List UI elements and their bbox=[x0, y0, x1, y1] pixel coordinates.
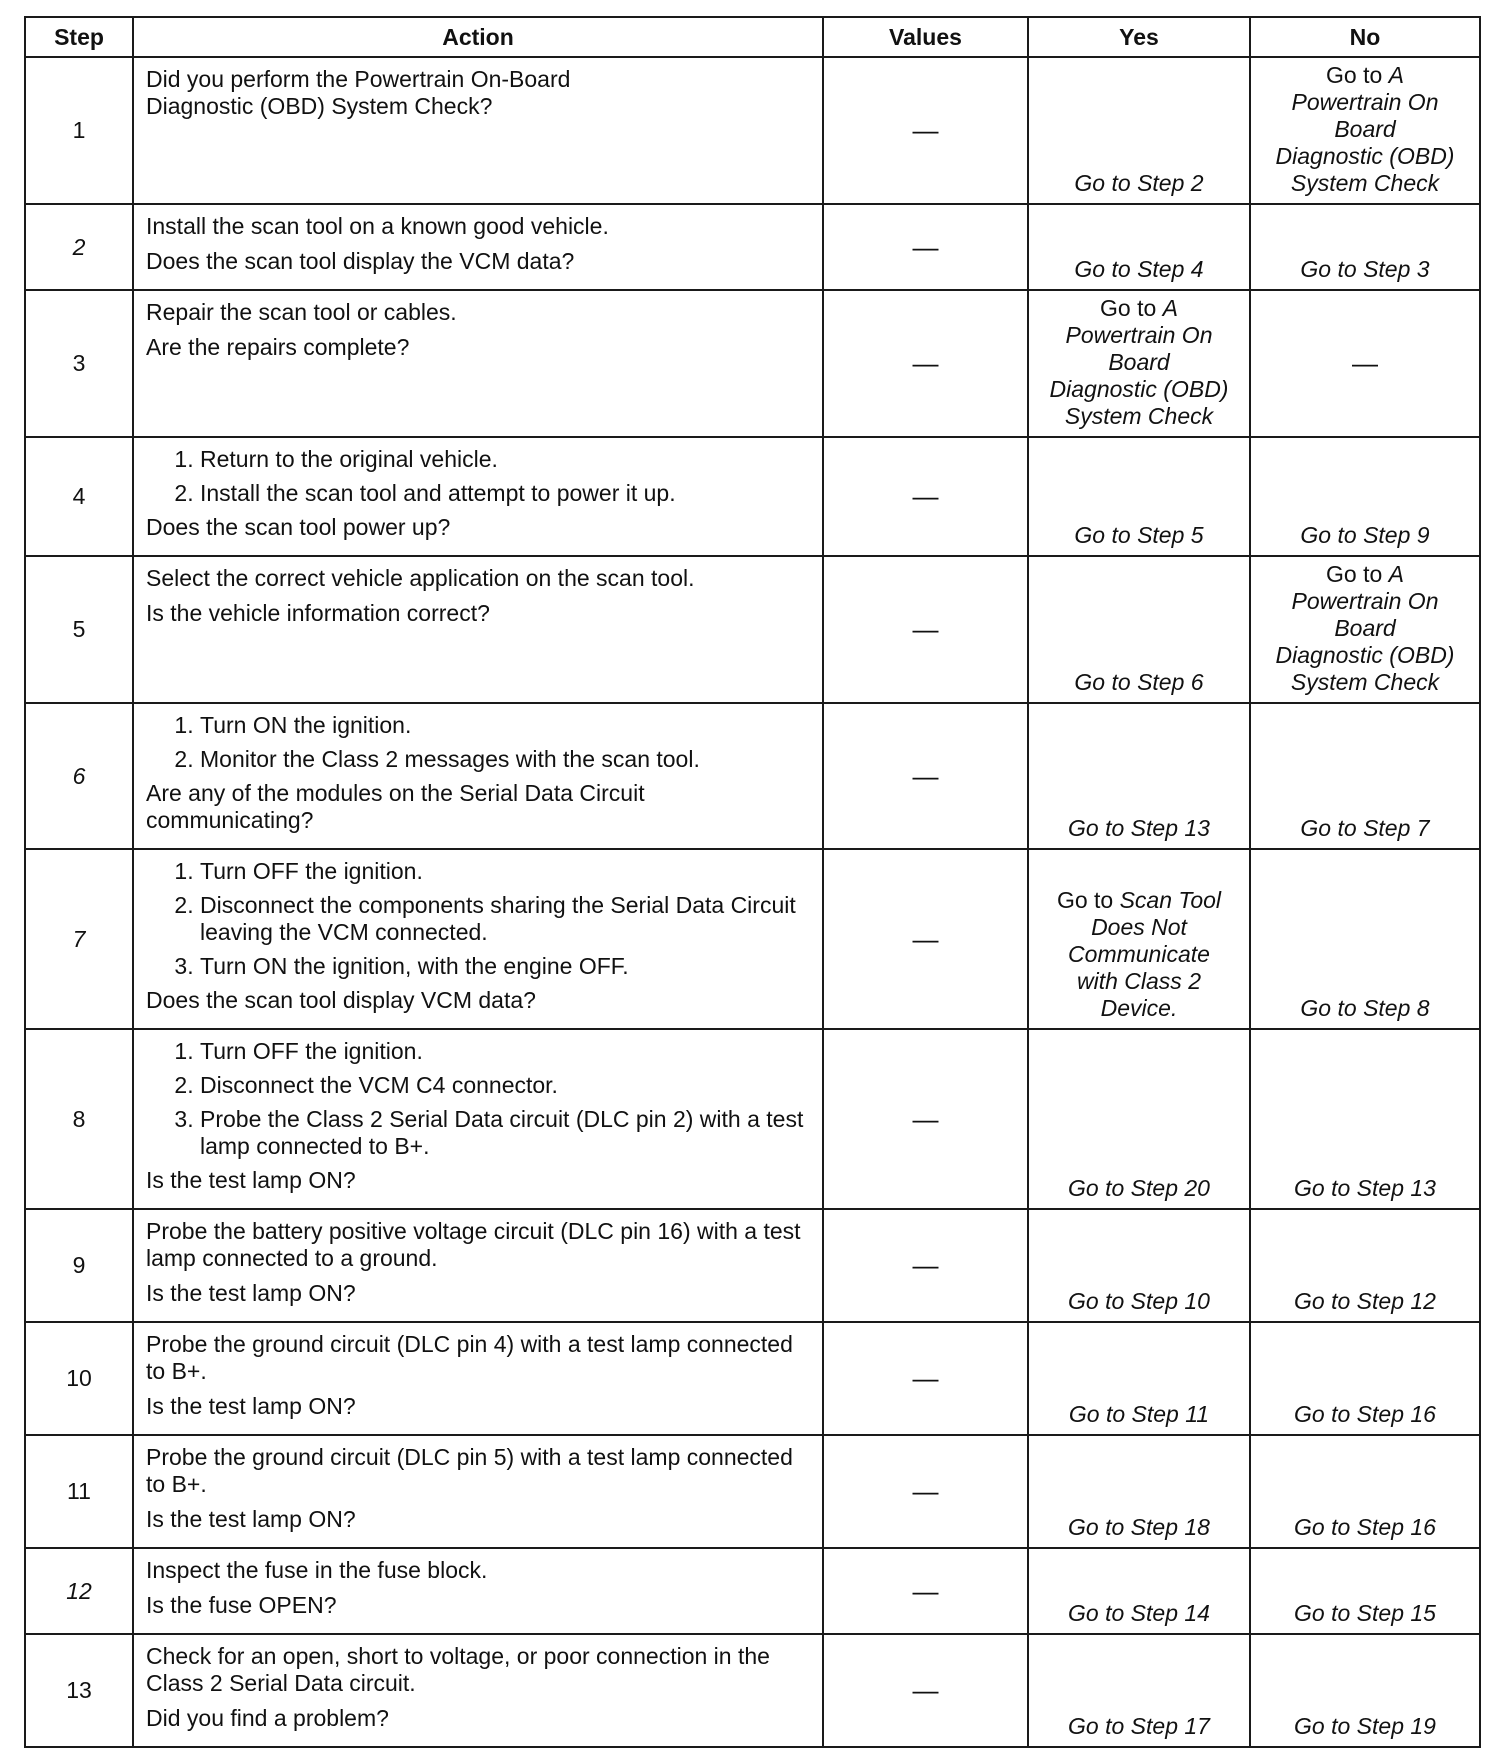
values-cell: — bbox=[823, 1435, 1028, 1548]
no-cell: — bbox=[1250, 290, 1480, 437]
obd-go: Go to bbox=[1100, 295, 1157, 321]
no-cell: Go to Step 12 bbox=[1250, 1209, 1480, 1322]
action-question: Did you find a problem? bbox=[146, 1705, 389, 1731]
header-action: Action bbox=[133, 17, 823, 57]
action-question: Is the test lamp ON? bbox=[146, 1506, 356, 1532]
no-cell: Go to Step 3 bbox=[1250, 204, 1480, 290]
yes-cell: Go to Step 17 bbox=[1028, 1634, 1250, 1747]
values-cell: — bbox=[823, 290, 1028, 437]
obd-a: A bbox=[1162, 295, 1178, 321]
values-cell: — bbox=[823, 703, 1028, 849]
table-row bbox=[25, 849, 1480, 1029]
yes-cell: Go to Step 14 bbox=[1028, 1548, 1250, 1634]
values-cell: — bbox=[823, 1209, 1028, 1322]
obd-go: Go to bbox=[1326, 62, 1383, 88]
table-row bbox=[25, 290, 1480, 437]
header-no: No bbox=[1250, 17, 1480, 57]
values-cell: — bbox=[823, 1634, 1028, 1747]
no-cell: Go to Step 16 bbox=[1250, 1322, 1480, 1435]
diagnostic-table bbox=[24, 16, 1481, 1748]
table-row bbox=[25, 1435, 1480, 1548]
header-values: Values bbox=[823, 17, 1028, 57]
action-text: Check for an open, short to voltage, or poor connection in the Class 2 Serial Data circuit. bbox=[146, 1643, 770, 1696]
table-row bbox=[25, 1634, 1480, 1747]
step-number: 12 bbox=[25, 1548, 133, 1634]
action-step-item: 2. Disconnect the VCM C4 connector. bbox=[200, 1072, 812, 1099]
table-row bbox=[25, 703, 1480, 849]
action-cell bbox=[133, 290, 823, 437]
step-number: 2 bbox=[25, 204, 133, 290]
table-row bbox=[25, 1322, 1480, 1435]
obd-l3: Diagnostic (OBD) bbox=[1275, 642, 1455, 668]
values-cell: — bbox=[823, 1548, 1028, 1634]
step-number: 13 bbox=[25, 1634, 133, 1747]
yes-cell bbox=[1028, 290, 1250, 437]
header-row bbox=[25, 17, 1480, 57]
table-row bbox=[25, 1548, 1480, 1634]
action-cell bbox=[133, 1029, 823, 1209]
no-cell bbox=[1250, 556, 1480, 703]
values-cell: — bbox=[823, 57, 1028, 204]
yes-cell: Go to Step 13 bbox=[1028, 703, 1250, 849]
action-cell bbox=[133, 1435, 823, 1548]
no-cell: Go to Step 7 bbox=[1250, 703, 1480, 849]
no-cell: Go to Step 19 bbox=[1250, 1634, 1480, 1747]
action-steps bbox=[146, 858, 812, 980]
no-cell: Go to Step 8 bbox=[1250, 849, 1480, 1029]
obd-go: Go to bbox=[1326, 561, 1383, 587]
action-cell bbox=[133, 437, 823, 556]
action-step-item: 1. Return to the original vehicle. bbox=[200, 446, 812, 473]
no-cell: Go to Step 13 bbox=[1250, 1029, 1480, 1209]
action-step-item: 3. Turn ON the ignition, with the engine OFF. bbox=[200, 953, 812, 980]
action-question: Is the test lamp ON? bbox=[146, 1280, 356, 1306]
scan-ref-l0: Scan Tool bbox=[1119, 887, 1222, 913]
action-question: Are the repairs complete? bbox=[146, 334, 410, 360]
action-text: Did you perform the Powertrain On-Board Diagnostic (OBD) System Check? bbox=[146, 66, 571, 119]
action-question: Is the test lamp ON? bbox=[146, 1167, 356, 1193]
action-text: Repair the scan tool or cables. bbox=[146, 299, 457, 325]
action-text: Probe the ground circuit (DLC pin 5) with a test lamp connected to B+. bbox=[146, 1444, 793, 1497]
table-row bbox=[25, 437, 1480, 556]
no-cell: Go to Step 16 bbox=[1250, 1435, 1480, 1548]
scan-ref-l4: Device. bbox=[1100, 995, 1178, 1021]
step-number: 5 bbox=[25, 556, 133, 703]
action-step-item: 1. Turn OFF the ignition. bbox=[200, 1038, 812, 1065]
action-cell bbox=[133, 1548, 823, 1634]
yes-cell: Go to Step 18 bbox=[1028, 1435, 1250, 1548]
header-yes: Yes bbox=[1028, 17, 1250, 57]
no-cell bbox=[1250, 57, 1480, 204]
step-number: 10 bbox=[25, 1322, 133, 1435]
table-row bbox=[25, 1209, 1480, 1322]
table-row bbox=[25, 1029, 1480, 1209]
action-question: Is the vehicle information correct? bbox=[146, 600, 490, 626]
obd-l1: Powertrain On bbox=[1065, 322, 1213, 348]
obd-l4: System Check bbox=[1064, 403, 1214, 429]
action-text: Probe the battery positive voltage circuit (DLC pin 16) with a test lamp connected to a ground. bbox=[146, 1218, 801, 1271]
yes-cell: Go to Step 2 bbox=[1028, 57, 1250, 204]
yes-cell: Go to Step 20 bbox=[1028, 1029, 1250, 1209]
obd-l2: Board bbox=[1334, 615, 1396, 641]
step-number: 4 bbox=[25, 437, 133, 556]
step-number: 9 bbox=[25, 1209, 133, 1322]
step-number: 3 bbox=[25, 290, 133, 437]
yes-cell: Go to Step 10 bbox=[1028, 1209, 1250, 1322]
yes-cell bbox=[1028, 849, 1250, 1029]
action-question: Is the test lamp ON? bbox=[146, 1393, 356, 1419]
values-cell: — bbox=[823, 1029, 1028, 1209]
no-cell: Go to Step 9 bbox=[1250, 437, 1480, 556]
action-text: Inspect the fuse in the fuse block. bbox=[146, 1557, 488, 1583]
obd-a: A bbox=[1388, 62, 1404, 88]
table-row bbox=[25, 204, 1480, 290]
obd-l1: Powertrain On bbox=[1291, 588, 1439, 614]
obd-l4: System Check bbox=[1290, 669, 1440, 695]
no-cell: Go to Step 15 bbox=[1250, 1548, 1480, 1634]
values-cell: — bbox=[823, 556, 1028, 703]
obd-l1: Powertrain On bbox=[1291, 89, 1439, 115]
action-question: Does the scan tool display VCM data? bbox=[146, 987, 536, 1013]
action-text: Install the scan tool on a known good vehicle. bbox=[146, 213, 609, 239]
action-cell bbox=[133, 1322, 823, 1435]
scan-ref-go: Go to bbox=[1056, 887, 1114, 913]
obd-l4: System Check bbox=[1290, 170, 1440, 196]
action-step-item: 1. Turn OFF the ignition. bbox=[200, 858, 812, 885]
action-question: Does the scan tool display the VCM data? bbox=[146, 248, 575, 274]
obd-a: A bbox=[1388, 561, 1404, 587]
header-step: Step bbox=[25, 17, 133, 57]
values-cell: — bbox=[823, 1322, 1028, 1435]
action-text: Select the correct vehicle application on the scan tool. bbox=[146, 565, 695, 591]
action-step-item: 2. Install the scan tool and attempt to power it up. bbox=[200, 480, 812, 507]
yes-cell: Go to Step 6 bbox=[1028, 556, 1250, 703]
action-steps bbox=[146, 446, 812, 507]
values-cell: — bbox=[823, 849, 1028, 1029]
action-question: Are any of the modules on the Serial Data Circuit communicating? bbox=[146, 780, 645, 833]
action-cell bbox=[133, 556, 823, 703]
action-steps bbox=[146, 1038, 812, 1160]
step-number: 8 bbox=[25, 1029, 133, 1209]
action-cell bbox=[133, 703, 823, 849]
action-question: Does the scan tool power up? bbox=[146, 514, 451, 540]
obd-l3: Diagnostic (OBD) bbox=[1275, 143, 1455, 169]
obd-l2: Board bbox=[1334, 116, 1396, 142]
yes-cell: Go to Step 4 bbox=[1028, 204, 1250, 290]
table-row bbox=[25, 556, 1480, 703]
values-cell: — bbox=[823, 204, 1028, 290]
action-cell bbox=[133, 1209, 823, 1322]
action-step-item: 2. Disconnect the components sharing the Serial Data Circuit leaving the VCM connected. bbox=[200, 892, 812, 946]
obd-l2: Board bbox=[1108, 349, 1170, 375]
action-cell bbox=[133, 849, 823, 1029]
scan-ref-l2: Communicate bbox=[1068, 941, 1210, 967]
values-cell: — bbox=[823, 437, 1028, 556]
step-number: 7 bbox=[25, 849, 133, 1029]
table-row bbox=[25, 57, 1480, 204]
action-text: Probe the ground circuit (DLC pin 4) with a test lamp connected to B+. bbox=[146, 1331, 793, 1384]
yes-cell: Go to Step 11 bbox=[1028, 1322, 1250, 1435]
action-cell bbox=[133, 57, 823, 204]
diagnostic-table-sheet bbox=[24, 16, 1479, 1748]
action-step-item: 3. Probe the Class 2 Serial Data circuit (DLC pin 2) with a test lamp connected to B+. bbox=[200, 1106, 812, 1160]
action-cell bbox=[133, 204, 823, 290]
action-step-item: 2. Monitor the Class 2 messages with the scan tool. bbox=[200, 746, 812, 773]
step-number: 11 bbox=[25, 1435, 133, 1548]
step-number: 1 bbox=[25, 57, 133, 204]
action-steps bbox=[146, 712, 812, 773]
scan-ref-l1: Does Not bbox=[1091, 914, 1187, 940]
action-cell bbox=[133, 1634, 823, 1747]
obd-l3: Diagnostic (OBD) bbox=[1049, 376, 1229, 402]
action-step-item: 1. Turn ON the ignition. bbox=[200, 712, 812, 739]
yes-cell: Go to Step 5 bbox=[1028, 437, 1250, 556]
step-number: 6 bbox=[25, 703, 133, 849]
action-question: Is the fuse OPEN? bbox=[146, 1592, 337, 1618]
scan-ref-l3: with Class 2 bbox=[1077, 968, 1201, 994]
